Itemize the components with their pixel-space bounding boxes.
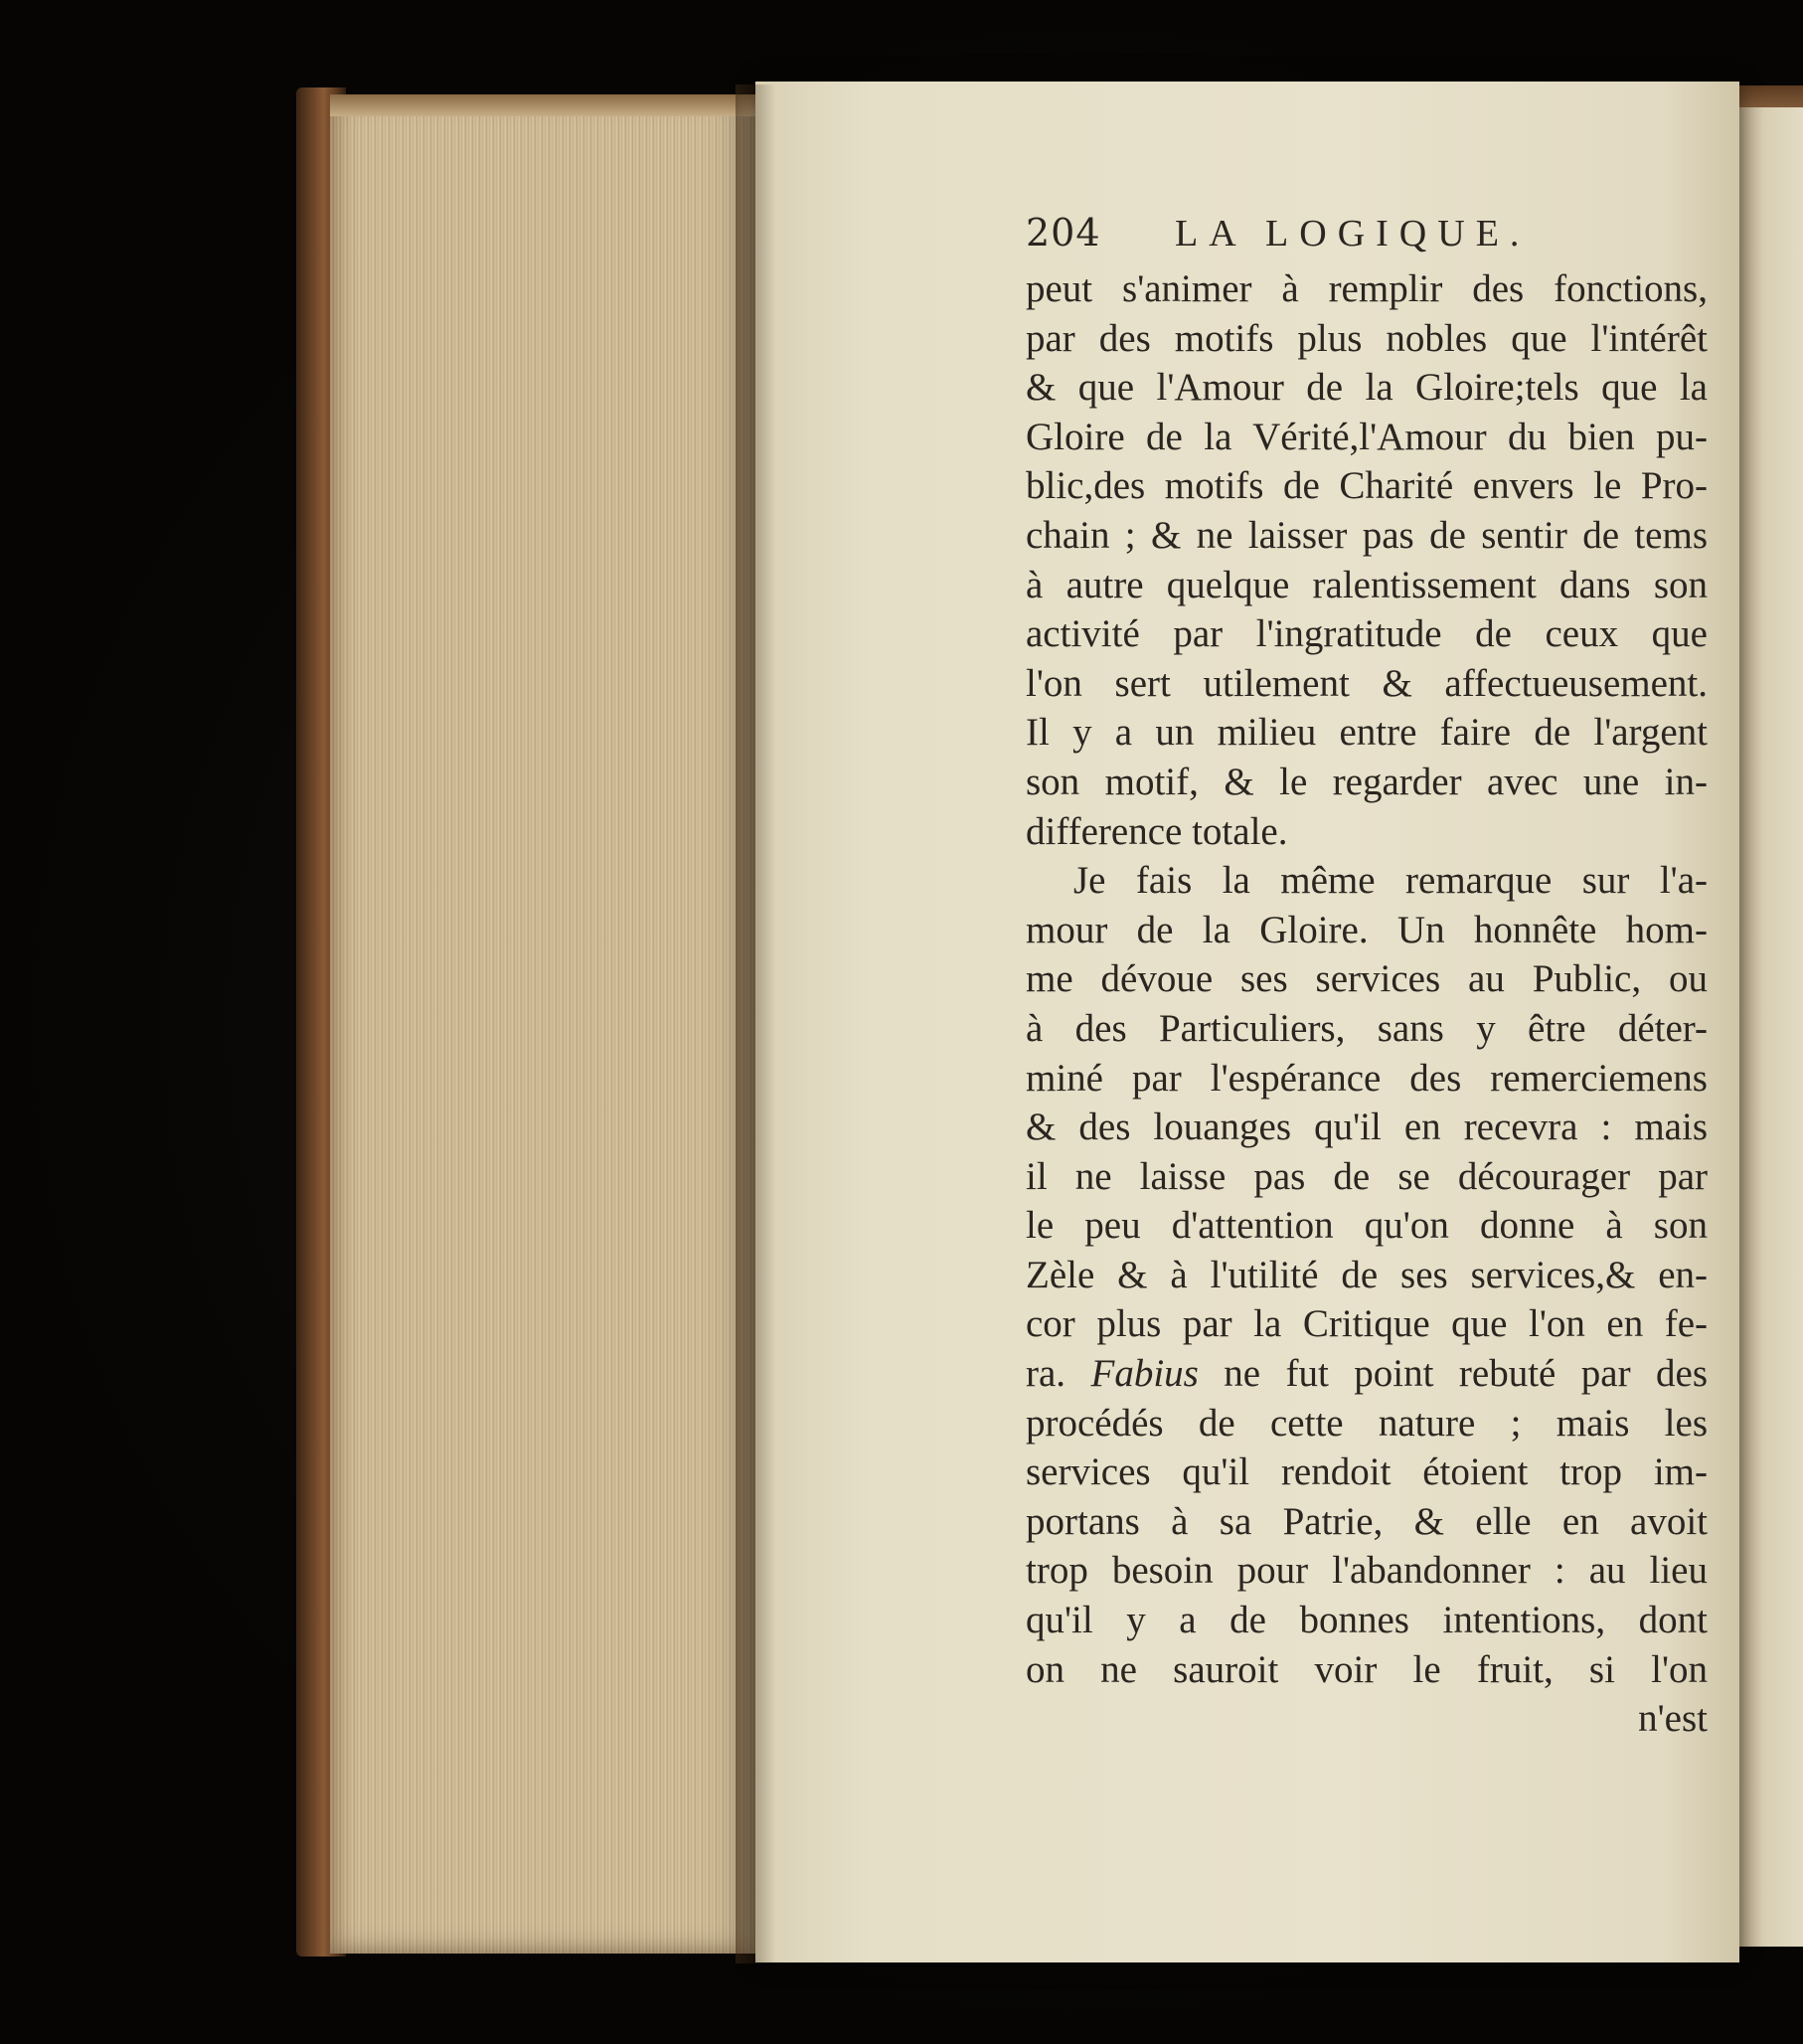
text-line: Je fais la même remarque sur l'a- (1073, 859, 1708, 903)
text-line: son motif, & le regarder avec une in- (1026, 760, 1708, 803)
text-line: Il y a un milieu entre faire de l'argent (1026, 711, 1708, 755)
text-line: on ne sauroit voir le fruit, si l'on (1026, 1647, 1708, 1691)
text-line: le peu d'attention qu'on donne à son (1026, 1204, 1708, 1248)
text-fragment: ra. (1026, 1352, 1066, 1396)
text-line: peut s'animer à remplir des fonctions, (1026, 267, 1708, 310)
text-line: trop besoin pour l'abandonner : au lieu (1026, 1549, 1708, 1593)
text-line: & des louanges qu'il en recevra : mais (1026, 1106, 1708, 1149)
text-line: il ne laisse pas de se décourager par (1026, 1154, 1708, 1198)
gutter-shadow (736, 85, 775, 1963)
page-edges-top (330, 94, 755, 116)
running-title: LA LOGIQUE. (1175, 213, 1531, 255)
text-fragment: ne fut point rebuté par des (1224, 1352, 1708, 1396)
text-line: chain ; & ne laisser pas de sentir de tems (1026, 513, 1708, 557)
text-line-mixed (1026, 1349, 1708, 1399)
italic-name: Fabius (1090, 1352, 1199, 1396)
text-line: Gloire de la Vérité,l'Amour du bien pu- (1026, 415, 1708, 458)
text-line: miné par l'espérance des remerciemens (1026, 1056, 1708, 1100)
text-line: services qu'il rendoit étoient trop im- (1026, 1450, 1708, 1494)
running-head (1026, 211, 1708, 264)
page-edges (330, 94, 755, 1954)
text-line: me dévoue ses services au Public, ou (1026, 957, 1708, 1001)
text-line: difference totale. (1026, 809, 1288, 853)
text-line: qu'il y a de bonnes intentions, dont (1026, 1599, 1708, 1642)
text-line: & que l'Amour de la Gloire;tels que la (1026, 366, 1708, 410)
text-line: blic,des motifs de Charité envers le Pro- (1026, 464, 1708, 508)
page-text (1026, 211, 1708, 1744)
text-line: à des Particuliers, sans y être déter- (1026, 1006, 1708, 1050)
text-line: mour de la Gloire. Un honnête hom- (1026, 908, 1708, 951)
text-line: portans à sa Patrie, & elle en avoit (1026, 1499, 1708, 1543)
text-line: l'on sert utilement & affectueusement. (1026, 661, 1708, 705)
text-line: procédés de cette nature ; mais les (1026, 1401, 1708, 1445)
catchword: n'est (1638, 1697, 1708, 1741)
text-line: à autre quelque ralentissement dans son (1026, 563, 1708, 606)
text-line: activité par l'ingratitude de ceux que (1026, 612, 1708, 656)
text-line: par des motifs plus nobles que l'intérêt (1026, 316, 1708, 360)
page-number: 204 (1026, 211, 1101, 255)
next-page-edge (1737, 107, 1803, 1947)
text-line: Zèle & à l'utilité de ses services,& en- (1026, 1253, 1708, 1296)
text-line: cor plus par la Critique que l'on en fe- (1026, 1302, 1708, 1346)
